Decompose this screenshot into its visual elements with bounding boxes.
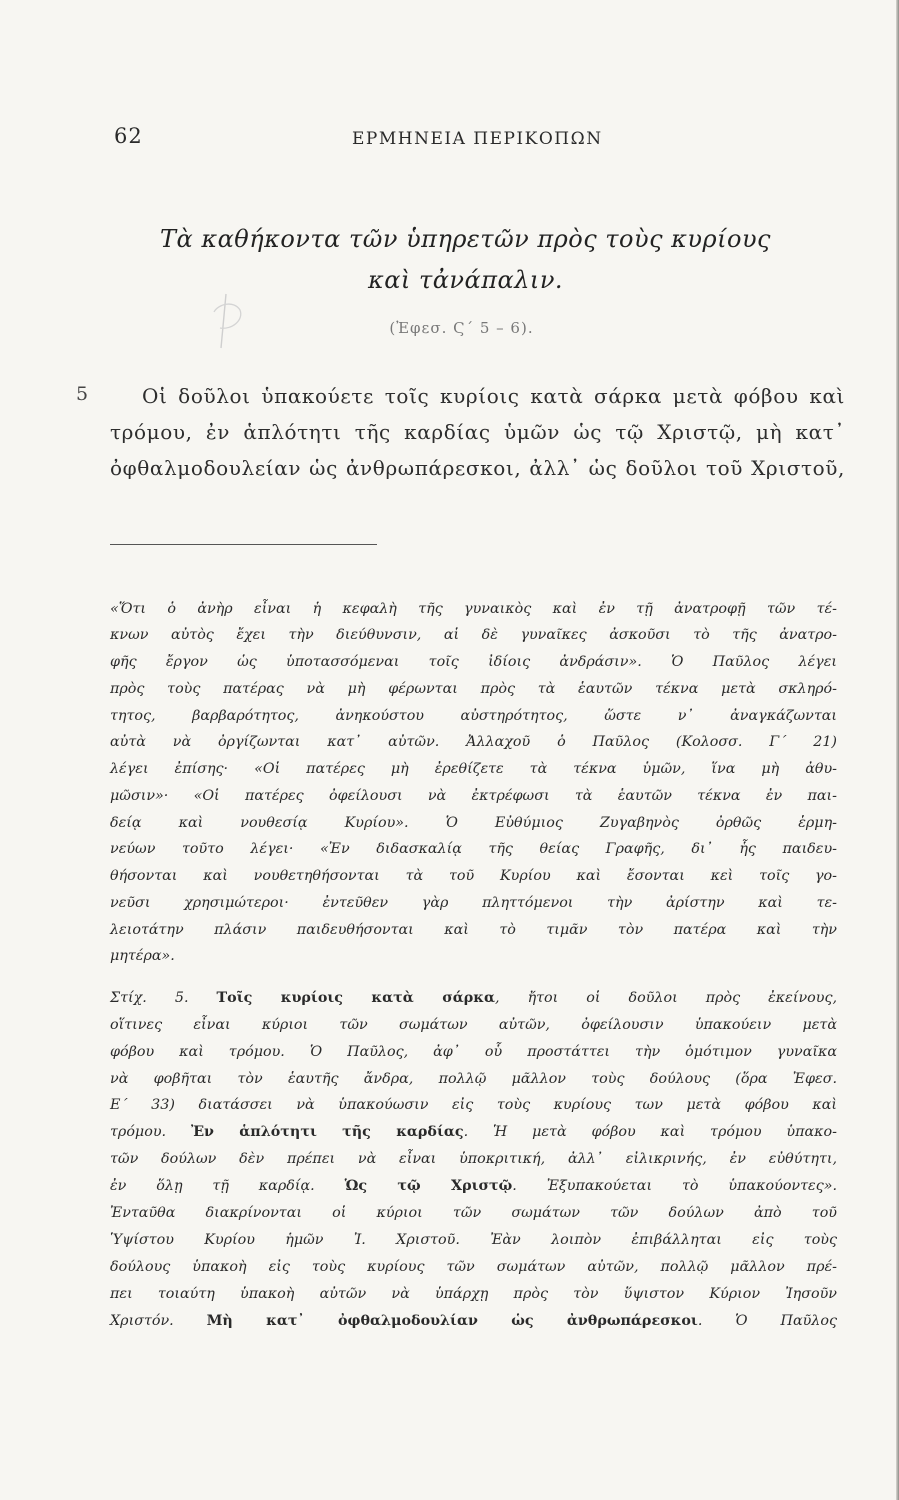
page-number: 62 — [114, 124, 143, 148]
footnote-line: λειοτάτην πλάσιν παιδευθήσονται καὶ τὸ τιμᾶν τὸν πατέρα καὶ τὴν — [110, 922, 837, 938]
commentary-line: ἐν ὅλῃ τῇ καρδίᾳ. Ὡς τῷ Χριστῷ. Ἐξυπακούεται τὸ ὑπακούοντες». — [110, 1178, 837, 1194]
commentary-line: Ὑψίστου Κυρίου ἡμῶν Ἰ. Χριστοῦ. Ἐὰν λοιπὸν ἐπιβάλληται εἰς τοὺς — [110, 1232, 837, 1248]
commentary-line: Ε΄ 33) διατάσσει νὰ ὑπακούωσιν εἰς τοὺς κυρίους των μετὰ φόβου καὶ — [110, 1097, 837, 1113]
footnote-line: φῆς ἔργον ὡς ὑποτασσόμεναι τοῖς ἰδίοις ἀνδράσιν». Ὁ Παῦλος λέγει — [110, 654, 837, 670]
commentary-line: οἵτινες εἶναι κύριοι τῶν σωμάτων αὐτῶν, ὀφείλουσιν ὑπακούειν μετὰ — [110, 1017, 837, 1033]
scripture-reference: (Ἐφεσ. Ϛ΄ 5 – 6). — [389, 319, 534, 337]
verse-line: ὀφθαλμοδουλείαν ὡς ἀνθρωπάρεσκοι, ἀλλ᾿ ὡς δοῦλοι τοῦ Χριστοῦ, — [110, 456, 845, 480]
footnote-line: δείᾳ καὶ νουθεσίᾳ Κυρίου». Ὁ Εὐθύμιος Ζυγαβηνὸς ὀρθῶς ἑρμη- — [110, 815, 837, 831]
verse-number: 5 — [76, 383, 89, 405]
footnote-line: αὐτὰ νὰ ὀργίζωνται κατ᾿ αὐτῶν. Ἀλλαχοῦ ὁ Παῦλος (Κολοσσ. Γ΄ 21) — [110, 734, 837, 750]
footnote-line: κνων αὐτὸς ἔχει τὴν διεύθυνσιν, αἱ δὲ γυναῖκες ἀσκοῦσι τὸ τῆς ἀνατρο- — [110, 627, 837, 643]
commentary-line: Χριστόν. Μὴ κατ᾿ ὀφθαλμοδουλίαν ὡς ἀνθρωπάρεσκοι. Ὁ Παῦλος — [110, 1313, 837, 1329]
footnote-line: «Ὅτι ὁ ἀνὴρ εἶναι ἡ κεφαλὴ τῆς γυναικὸς καὶ ἐν τῇ ἀνατροφῇ τῶν τέ- — [110, 601, 837, 617]
section-title-line-1: Τὰ καθήκοντα τῶν ὑπηρετῶν πρὸς τοὺς κυρίους — [160, 225, 771, 253]
running-head: ΕΡΜΗΝΕΙΑ ΠΕΡΙΚΟΠΩΝ — [352, 129, 603, 149]
footnote-line: μητέρα». — [110, 948, 175, 964]
footnote-line: τητος, βαρβαρότητος, ἀνηκούστου αὐστηρότητος, ὥστε ν᾿ ἀναγκάζωνται — [110, 708, 837, 724]
footnote-line: νεῦσι χρησιμώτεροι· ἐντεῦθεν γὰρ πληττόμενοι τὴν ἀρίστην καὶ τε- — [110, 895, 837, 911]
commentary-line: Ἐνταῦθα διακρίνονται οἱ κύριοι τῶν σωμάτων τῶν δούλων ἀπὸ τοῦ — [110, 1205, 837, 1221]
verse-line: Οἱ δοῦλοι ὑπακούετε τοῖς κυρίοις κατὰ σάρκα μετὰ φόβου καὶ — [142, 384, 845, 408]
commentary-line: Στίχ. 5. Τοῖς κυρίοις κατὰ σάρκα, ἤτοι οἱ δοῦλοι πρὸς ἐκείνους, — [110, 990, 837, 1006]
footnote-line: πρὸς τοὺς πατέρας νὰ μὴ φέρωνται πρὸς τὰ ἑαυτῶν τέκνα μετὰ σκληρό- — [110, 681, 837, 697]
commentary-line: πει τοιαύτη ὑπακοὴ αὐτῶν νὰ ὑπάρχῃ πρὸς τὸν ὕψιστον Κύριον Ἰησοῦν — [110, 1286, 837, 1302]
footnote-line: μῶσιν»· «Οἱ πατέρες ὀφείλουσι νὰ ἐκτρέφωσι τὰ ἑαυτῶν τέκνα ἐν παι- — [110, 788, 837, 804]
commentary-line: δούλους ὑπακοὴ εἰς τοὺς κυρίους τῶν σωμάτων αὐτῶν, πολλῷ μᾶλλον πρέ- — [110, 1259, 837, 1275]
footnote-line: θήσονται καὶ νουθετηθήσονται τὰ τοῦ Κυρίου καὶ ἔσονται κεὶ τοῖς γο- — [110, 868, 837, 884]
section-title-line-2: καὶ τἀνάπαλιν. — [367, 266, 564, 294]
commentary-line: νὰ φοβῆται τὸν ἑαυτῆς ἄνδρα, πολλῷ μᾶλλον τοὺς δούλους (ὅρα Ἐφεσ. — [110, 1071, 837, 1087]
footnote-line: λέγει ἐπίσης· «Οἱ πατέρες μὴ ἐρεθίζετε τὰ τέκνα ὑμῶν, ἵνα μὴ ἀθυ- — [110, 761, 837, 777]
commentary-line: τῶν δούλων δὲν πρέπει νὰ εἶναι ὑποκριτική, ἀλλ᾿ εἰλικρινής, ἐν εὐθύτητι, — [110, 1151, 837, 1167]
commentary-line: φόβου καὶ τρόμου. Ὁ Παῦλος, ἀφ᾿ οὗ προστάττει τὴν ὁμότιμον γυναῖκα — [110, 1044, 837, 1060]
footnote-line: νεύων τοῦτο λέγει· «Ἐν διδασκαλίᾳ τῆς θείας Γραφῆς, δι᾿ ἧς παιδευ- — [110, 841, 837, 857]
commentary-line: τρόμου. Ἐν ἁπλότητι τῆς καρδίας. Ἡ μετὰ φόβου καὶ τρόμου ὑπακο- — [110, 1124, 837, 1140]
verse-line: τρόμου, ἐν ἁπλότητι τῆς καρδίας ὑμῶν ὡς τῷ Χριστῷ, μὴ κατ᾿ — [110, 420, 845, 444]
footnote-divider — [110, 544, 377, 545]
